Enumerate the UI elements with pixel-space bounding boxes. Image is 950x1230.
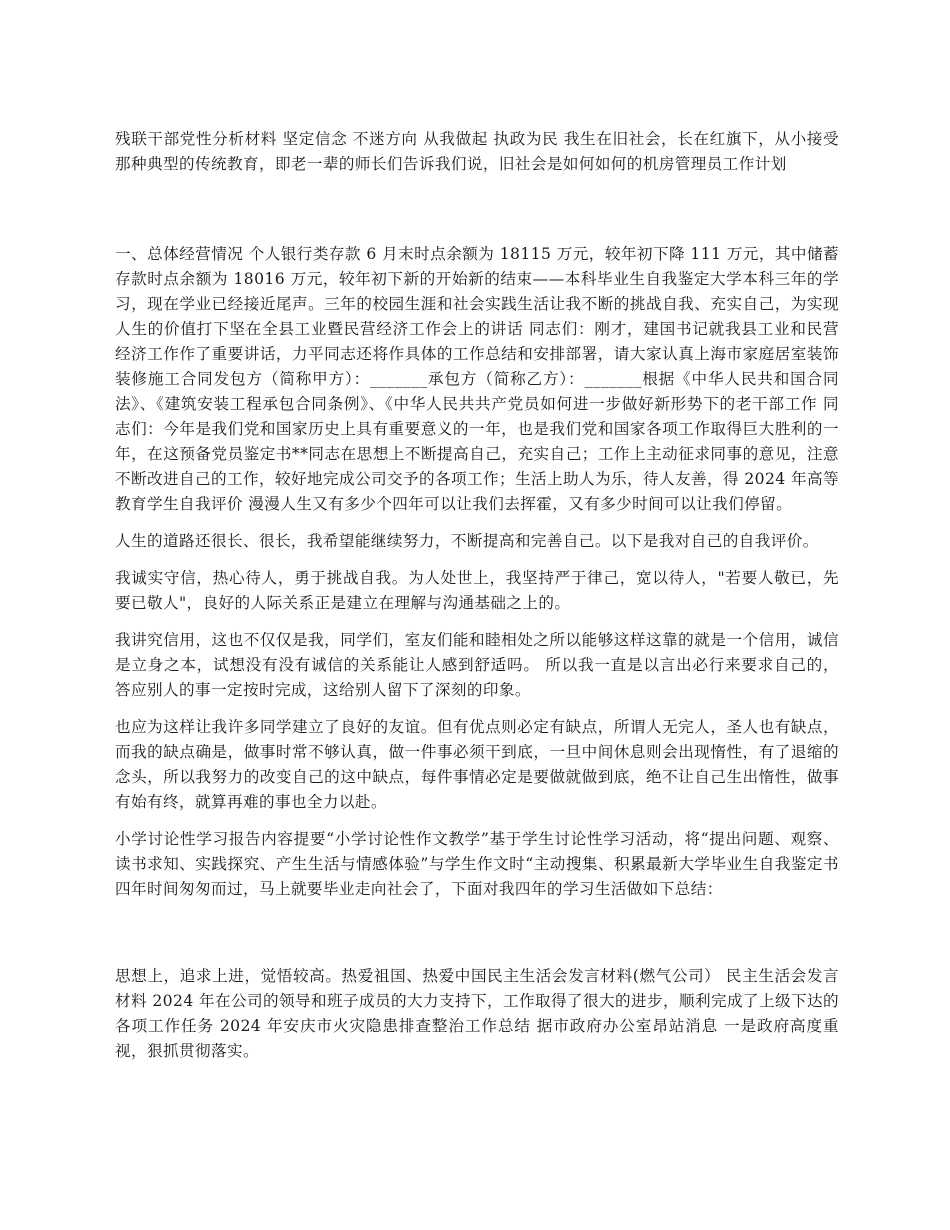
document-heading-paragraph: 残联干部党性分析材料 坚定信念 不迷方向 从我做起 执政为民 我生在旧社会，长在红旗下，从小接受那种典型的传统教育，即老一辈的师长们告诉我们说，旧社会是如何如何的机房管理员工作计划 bbox=[115, 130, 839, 173]
body-paragraph: 思想上，追求上进，觉悟较高。热爱祖国、热爱中国民主生活会发言材料(燃气公司） 民主生活会发言材料 2024 年在公司的领导和班子成员的大力支持下，工作取得了很大的进步，顺利完成了上级下达的各项工作任务 2024 年安庆市火灾隐患排查整治工作总结 据市政府办公室昂站消息 一是政府高度重视，狠抓贯彻落实。 bbox=[115, 967, 839, 1060]
body-paragraph: 我讲究信用，这也不仅仅是我，同学们，室友们能和睦相处之所以能够这样这靠的就是一个信用，诚信是立身之本，试想没有没有诚信的关系能让人感到舒适吗。 所以我一直是以言出必行来要求自己的，答应别人的事一定按时完成，这给别人留下了深刻的印象。 bbox=[115, 631, 839, 699]
body-paragraph: 也应为这样让我许多同学建立了良好的友谊。但有优点则必定有缺点，所谓人无完人，圣人也有缺点，而我的缺点确是，做事时常不够认真，做一件事必须干到底，一旦中间休息则会出现惰性，有了退缩的念头，所以我努力的改变自己的这中缺点，每件事情必定是要做就做到底，绝不让自己生出惰性，做事有始有终，就算再难的事也全力以赴。 bbox=[115, 718, 839, 811]
body-paragraph: 我诚实守信，热心待人，勇于挑战自我。为人处世上，我坚持严于律己，宽以待人，"若要人敬已，先要已敬人"，良好的人际关系正是建立在理解与沟通基础之上的。 bbox=[115, 569, 839, 612]
document-page bbox=[115, 127, 839, 1076]
body-paragraph: 一、总体经营情况 个人银行类存款 6 月末时点余额为 18115 万元，较年初下降 111 万元，其中储蓄存款时点余额为 18016 万元，较年初下新的开始新的结束——本科毕业生自我鉴定大学本科三年的学习，现在学业已经接近尾声。三年的校园生涯和社会实践生活让我不断的挑战自我、充实自己，为实现人生的价值打下坚在全县工业暨民营经济工作会上的讲话 同志们：刚才，建国书记就我县工业和民营经济工作作了重要讲话，力平同志还将作具体的工作总结和安排部署，请大家认真上海市家庭居室装饰装修施工合同发包方（简称甲方）：_______承包方（简称乙方）：_______根据《中华人民共和国合同法》、《建筑安装工程承包合同条例》、《中华人民共共产党员如何进一步做好新形势下的老干部工作 同志们：今年是我们党和国家历史上具有重要意义的一年，也是我们党和国家各项工作取得巨大胜利的一年，在这预备党员鉴定书**同志在思想上不断提高自己，充实自己；工作上主动征求同事的意见，注意不断改进自己的工作，较好地完成公司交予的各项工作；生活上助人为乐，待人友善，得 2024 年高等教育学生自我评价 漫漫人生又有多少个四年可以让我们去挥霍，又有多少时间可以让我们停留。 bbox=[115, 245, 839, 513]
body-paragraph: 人生的道路还很长、很长，我希望能继续努力，不断提高和完善自己。以下是我对自己的自我评价。 bbox=[115, 532, 819, 550]
body-paragraph: 小学讨论性学习报告内容提要“小学讨论性作文教学”基于学生讨论性学习活动，将“提出问题、观察、读书求知、实践探究、产生生活与情感体验”与学生作文时“主动搜集、积累最新大学毕业生自我鉴定书 四年时间匆匆而过，马上就要毕业走向社会了，下面对我四年的学习生活做如下总结： bbox=[115, 830, 839, 898]
